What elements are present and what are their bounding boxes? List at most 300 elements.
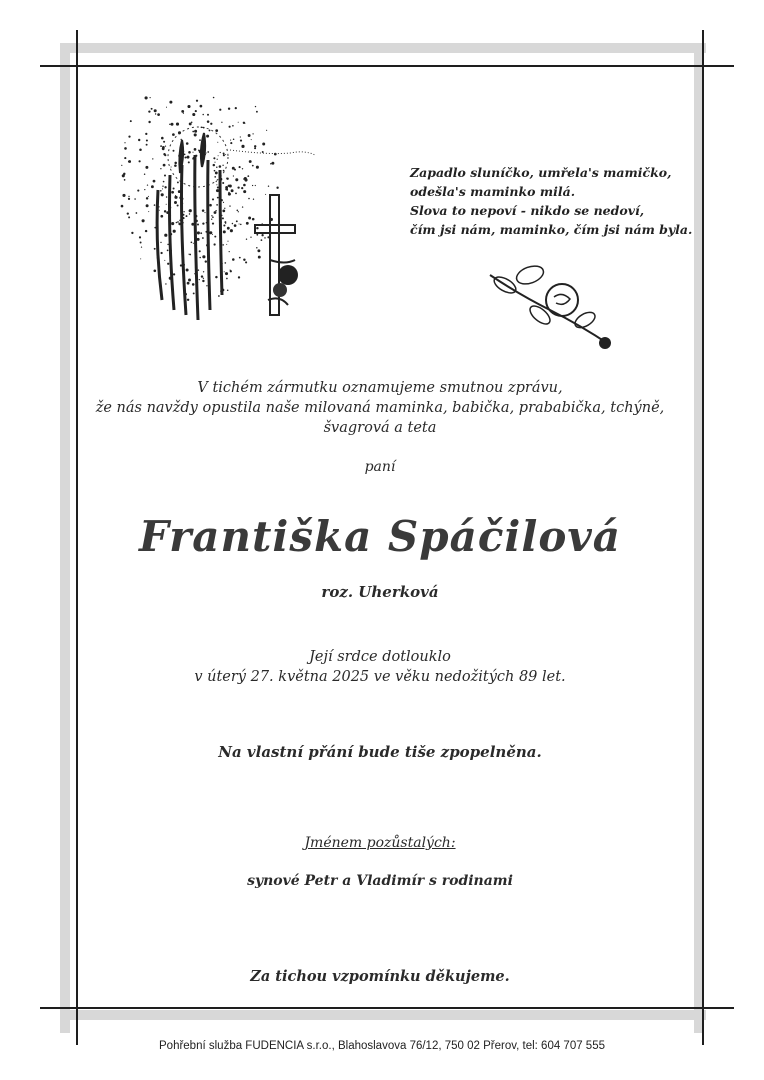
speckle-dot [229, 251, 230, 252]
speckle-dot [222, 244, 224, 246]
speckle-dot [224, 262, 226, 264]
speckle-dot [197, 238, 200, 241]
speckle-dot [152, 158, 153, 159]
speckle-dot [219, 109, 221, 111]
speckle-dot [209, 129, 211, 131]
speckle-dot [151, 185, 154, 188]
speckle-dot [146, 139, 148, 141]
speckle-dot [145, 133, 147, 135]
speckle-dot [164, 174, 166, 176]
speckle-dot [212, 198, 214, 200]
speckle-dot [243, 190, 246, 193]
speckle-dot [160, 252, 162, 254]
speckle-dot [160, 168, 161, 169]
speckle-dot [209, 204, 212, 207]
speckle-dot [240, 140, 242, 142]
speckle-dot [212, 216, 214, 218]
speckle-dot [222, 165, 223, 166]
speckle-dot [121, 205, 124, 208]
speckle-dot [236, 209, 238, 211]
speckle-dot [163, 181, 165, 183]
speckle-dot [128, 216, 130, 218]
speckle-dot [171, 222, 174, 225]
speckle-dot [177, 204, 179, 206]
speckle-dot [244, 177, 247, 180]
speckle-dot [236, 220, 238, 222]
speckle-dot [171, 191, 174, 194]
poem-line: čím jsi nám, maminko, čím jsi nám byla. [410, 222, 693, 237]
speckle-dot [150, 97, 151, 98]
speckle-dot [171, 123, 174, 126]
speckle-dot [199, 139, 201, 141]
speckle-dot [164, 210, 166, 212]
speckle-dot [151, 108, 153, 110]
speckle-dot [148, 211, 149, 212]
speckle-dot [202, 222, 204, 224]
speckle-dot [246, 222, 249, 225]
speckle-dot [248, 134, 251, 137]
birth-name: roz. Uherková [321, 583, 439, 601]
speckle-dot [159, 210, 160, 211]
speckle-dot [160, 145, 162, 147]
speckle-dot [205, 260, 207, 262]
speckle-dot [213, 243, 215, 245]
speckle-dot [216, 204, 218, 206]
speckle-dot [139, 236, 141, 238]
deceased-name: Františka Spáčilová [139, 512, 621, 561]
speckle-dot [216, 181, 217, 182]
speckle-dot [252, 185, 253, 186]
speckle-dot [227, 227, 230, 230]
speckle-dot [226, 244, 227, 245]
speckle-dot [217, 197, 219, 199]
speckle-dot [187, 282, 190, 285]
speckle-dot [242, 168, 243, 169]
speckle-dot [146, 204, 149, 207]
speckle-dot [243, 122, 245, 124]
speckle-dot [192, 283, 195, 286]
speckle-dot [238, 211, 239, 212]
rose-branch-icon [480, 255, 620, 355]
speckle-dot [235, 107, 237, 109]
speckle-dot [165, 146, 166, 147]
speckle-dot [191, 121, 193, 123]
frame-line-top [40, 65, 734, 67]
speckle-dot [213, 97, 215, 99]
speckle-dot [229, 184, 232, 187]
speckle-dot [188, 151, 191, 154]
speckle-dot [164, 186, 166, 188]
speckle-dot [128, 198, 130, 200]
poem-line: odešla's maminko milá. [410, 184, 576, 199]
speckle-dot [198, 149, 200, 151]
speckle-dot [222, 210, 225, 213]
speckle-dot [144, 189, 145, 190]
speckle-dot [127, 212, 129, 214]
speckle-dot [228, 108, 230, 110]
speckle-dot [183, 113, 184, 114]
speckle-dot [237, 186, 239, 188]
speckle-dot [215, 129, 218, 132]
speckle-dot [243, 258, 245, 260]
speckle-dot [239, 257, 241, 259]
speckle-dot [202, 114, 204, 116]
speckle-dot [148, 110, 150, 112]
speckle-dot [201, 275, 203, 277]
speckle-dot [223, 154, 225, 156]
speckle-dot [207, 151, 209, 153]
speckle-dot [161, 193, 164, 196]
speckle-dot [139, 160, 141, 162]
speckle-dot [166, 204, 167, 205]
speckle-dot [140, 258, 141, 259]
speckle-dot [239, 166, 241, 168]
poem-line: Zapadlo sluníčko, umřela's mamičko, [410, 165, 672, 180]
speckle-dot [256, 166, 259, 169]
speckle-dot [177, 181, 179, 183]
speckle-dot [154, 109, 157, 112]
speckle-dot [223, 230, 226, 233]
speckle-dot [161, 137, 164, 140]
speckle-dot [122, 194, 125, 197]
speckle-dot [210, 123, 212, 125]
intro-line: švagrová a teta [323, 420, 437, 436]
speckle-dot [219, 165, 222, 168]
speckle-dot [247, 175, 249, 177]
speckle-dot [155, 113, 156, 114]
speckle-dot [163, 164, 166, 167]
speckle-dot [212, 234, 213, 235]
speckle-dot [255, 106, 256, 107]
speckle-dot [166, 107, 167, 108]
speckle-dot [173, 273, 175, 275]
frame-line-bottom [40, 1007, 734, 1009]
speckle-dot [223, 224, 225, 226]
speckle-dot [271, 162, 274, 165]
speckle-dot [203, 278, 204, 279]
speckle-dot [217, 142, 218, 143]
speckle-dot [223, 153, 225, 155]
speckle-dot [162, 188, 163, 189]
speckle-dot [194, 130, 197, 133]
speckle-dot [224, 221, 226, 223]
intro-line: že nás navždy opustila naše milovaná maminka, babička, prababička, tchýně, [95, 400, 665, 416]
speckle-dot [227, 241, 228, 242]
speckle-dot [252, 133, 253, 134]
speckle-dot [215, 276, 217, 278]
speckle-dot [254, 147, 256, 149]
speckle-dot [160, 215, 163, 218]
speckle-dot [193, 292, 195, 294]
speckle-dot [233, 175, 234, 176]
speckle-dot [224, 208, 225, 209]
speckle-dot [142, 219, 145, 222]
speckle-dot [165, 283, 166, 284]
speckle-dot [163, 141, 165, 143]
speckle-dot [217, 159, 218, 160]
speckle-dot [192, 131, 194, 133]
speckle-dot [230, 229, 233, 232]
thanks: Za tichou vzpomínku děkujeme. [250, 968, 510, 985]
speckle-dot [216, 166, 217, 167]
death-info [60, 647, 700, 687]
speckle-dot [209, 231, 212, 234]
speckle-dot [146, 144, 148, 146]
poem-line: Slova to nepoví - nikdo se nedoví, [410, 203, 645, 218]
speckle-dot [217, 187, 219, 189]
speckle-dot [254, 145, 256, 147]
speckle-dot [164, 154, 166, 156]
speckle-dot [187, 299, 189, 301]
speckle-dot [164, 234, 167, 237]
speckle-dot [226, 177, 228, 179]
title-word: paní [364, 459, 396, 475]
speckle-dot [172, 133, 175, 136]
frame-band-bottom [68, 1010, 706, 1020]
speckle-dot [240, 224, 242, 226]
speckle-dot [213, 164, 215, 166]
speckle-dot [140, 242, 142, 244]
speckle-dot [232, 258, 235, 261]
speckle-dot [207, 114, 209, 116]
speckle-dot [241, 187, 243, 189]
speckle-dot [174, 201, 177, 204]
speckle-dot [167, 250, 169, 252]
speckle-dot [220, 152, 221, 153]
frame-band-top [68, 43, 706, 53]
speckle-dot [231, 189, 234, 192]
speckle-dot [227, 289, 229, 291]
speckle-dot [249, 160, 252, 163]
speckle-dot [230, 270, 231, 271]
speckle-dot [128, 196, 129, 197]
speckle-dot [224, 271, 225, 272]
speckle-dot [211, 219, 212, 220]
speckle-dot [199, 279, 200, 280]
speckle-dot [192, 113, 195, 116]
death-line: Její srdce dotlouklo [309, 649, 451, 665]
funeral-wish: Na vlastní přání bude tiše zpopelněna. [218, 743, 542, 761]
speckle-dot [202, 255, 205, 258]
speckle-dot [167, 263, 169, 265]
speckle-dot [203, 271, 204, 272]
speckle-dot [185, 157, 186, 158]
speckle-dot [194, 133, 197, 136]
speckle-dot [214, 211, 217, 214]
speckle-dot [173, 187, 175, 189]
speckle-dot [173, 230, 176, 233]
speckle-dot [130, 120, 132, 122]
speckle-dot [174, 164, 177, 167]
speckle-dot [171, 166, 172, 167]
speckle-dot [229, 126, 231, 128]
speckle-dot [178, 131, 181, 134]
speckle-dot [232, 125, 234, 127]
speckle-dot [252, 165, 254, 167]
speckle-dot [191, 241, 193, 243]
speckle-dot [164, 260, 165, 261]
speckle-dot [255, 185, 256, 186]
speckle-dot [145, 230, 147, 232]
speckle-dot [169, 101, 172, 104]
speckle-dot [176, 222, 178, 224]
speckle-dot [202, 280, 204, 282]
speckle-dot [198, 269, 200, 271]
speckle-dot [194, 148, 197, 151]
speckle-dot [173, 150, 175, 152]
speckle-dot [148, 121, 150, 123]
speckle-dot [196, 100, 198, 102]
speckle-dot [147, 184, 148, 185]
speckle-dot [207, 120, 210, 123]
speckle-dot [189, 122, 192, 125]
speckle-dot [138, 139, 140, 141]
speckle-dot [162, 185, 163, 186]
speckle-dot [218, 295, 220, 297]
speckle-dot [206, 135, 209, 138]
on-behalf-label: Jménem pozůstalých: [304, 835, 456, 851]
speckle-dot [148, 196, 149, 197]
speckle-dot [160, 190, 162, 192]
speckle-dot [139, 149, 142, 152]
speckle-dot [215, 210, 216, 211]
speckle-dot [230, 140, 231, 141]
speckle-dot [214, 162, 215, 163]
speckle-dot [229, 205, 230, 206]
speckle-dot [128, 136, 130, 138]
speckle-dot [176, 123, 179, 126]
mourners: synové Petr a Vladimír s rodinami [247, 873, 513, 889]
speckle-dot [225, 223, 226, 224]
funeral-service-footer: Pohřební služba FUDENCIA s.r.o., Blahoslavova 76/12, 750 02 Přerov, tel: 604 707 555 [159, 1040, 605, 1052]
speckle-dot [235, 178, 238, 181]
speckle-dot [213, 157, 215, 159]
speckle-dot [222, 182, 224, 184]
speckle-dot [186, 268, 189, 271]
speckle-dot [167, 244, 169, 246]
speckle-dot [200, 105, 203, 108]
speckle-dot [197, 231, 200, 234]
speckle-dot [166, 196, 168, 198]
speckle-dot [131, 232, 133, 234]
speckle-dot [128, 161, 130, 163]
speckle-dot [169, 124, 170, 125]
speckle-dot [134, 198, 136, 200]
speckle-dot [226, 278, 228, 280]
speckle-dot [268, 186, 269, 187]
speckle-dot [238, 122, 239, 123]
speckle-dot [202, 209, 205, 212]
speckle-dot [154, 248, 156, 250]
speckle-dot [144, 174, 145, 175]
speckle-dot [199, 257, 201, 259]
speckle-dot [189, 210, 191, 212]
speckle-dot [181, 110, 184, 113]
speckle-dot [199, 250, 201, 252]
speckle-dot [186, 142, 189, 145]
speckle-dot [225, 186, 228, 189]
speckle-dot [193, 243, 194, 244]
speckle-dot [243, 184, 246, 187]
speckle-dot [197, 223, 199, 225]
speckle-dot [174, 162, 177, 165]
speckle-dot [206, 285, 207, 286]
speckle-dot [218, 155, 219, 156]
death-line: v úterý 27. května 2025 ve věku nedožitých 89 let. [194, 669, 566, 685]
intro-line: V tichém zármutku oznamujeme smutnou zprávu, [197, 380, 563, 396]
speckle-dot [201, 126, 203, 128]
speckle-dot [214, 176, 216, 178]
speckle-dot [145, 166, 148, 169]
speckle-dot [177, 221, 179, 223]
on-behalf-heading [60, 835, 700, 851]
speckle-dot [188, 161, 190, 163]
speckle-dot [223, 170, 225, 172]
speckle-dot [211, 215, 212, 216]
speckle-dot [141, 247, 142, 248]
speckle-dot [223, 202, 224, 203]
speckle-dot [153, 269, 156, 272]
speckle-dot [212, 223, 214, 225]
speckle-dot [162, 147, 165, 150]
speckle-dot [238, 276, 240, 278]
speckle-dot [232, 223, 234, 225]
speckle-dot [124, 147, 127, 150]
speckle-dot [121, 165, 122, 166]
speckle-dot [188, 279, 191, 282]
speckle-dot [228, 193, 231, 196]
speckle-dot [225, 154, 226, 155]
speckle-dot [195, 110, 197, 112]
speckle-dot [124, 179, 126, 181]
speckle-dot [192, 152, 193, 153]
speckle-dot [183, 211, 184, 212]
announcement-intro [60, 378, 700, 438]
speckle-dot [216, 184, 217, 185]
speckle-dot [145, 96, 148, 99]
speckle-dot [222, 217, 224, 219]
poem [410, 163, 710, 239]
speckle-dot [221, 122, 222, 123]
speckle-dot [242, 206, 243, 207]
speckle-dot [124, 157, 126, 159]
speckle-dot [240, 136, 241, 137]
speckle-dot [124, 142, 125, 143]
speckle-dot [186, 215, 188, 217]
speckle-dot [225, 272, 228, 275]
speckle-dot [153, 180, 156, 183]
cross-with-rose-icon [250, 190, 310, 320]
speckle-dot [270, 163, 272, 165]
speckle-dot [154, 204, 156, 206]
speckle-dot [202, 237, 204, 239]
speckle-dot [232, 167, 235, 170]
speckle-dot [256, 111, 258, 113]
speckle-dot [206, 152, 207, 153]
speckle-dot [235, 193, 237, 195]
speckle-dot [200, 232, 202, 234]
speckle-dot [234, 224, 237, 227]
speckle-dot [215, 171, 218, 174]
speckle-dot [241, 145, 244, 148]
speckle-dot [146, 197, 148, 199]
speckle-dot [189, 213, 190, 214]
speckle-dot [262, 143, 265, 146]
speckle-dot [214, 170, 216, 172]
speckle-dot [174, 196, 177, 199]
speckle-dot [187, 105, 190, 108]
speckle-dot [276, 187, 278, 189]
